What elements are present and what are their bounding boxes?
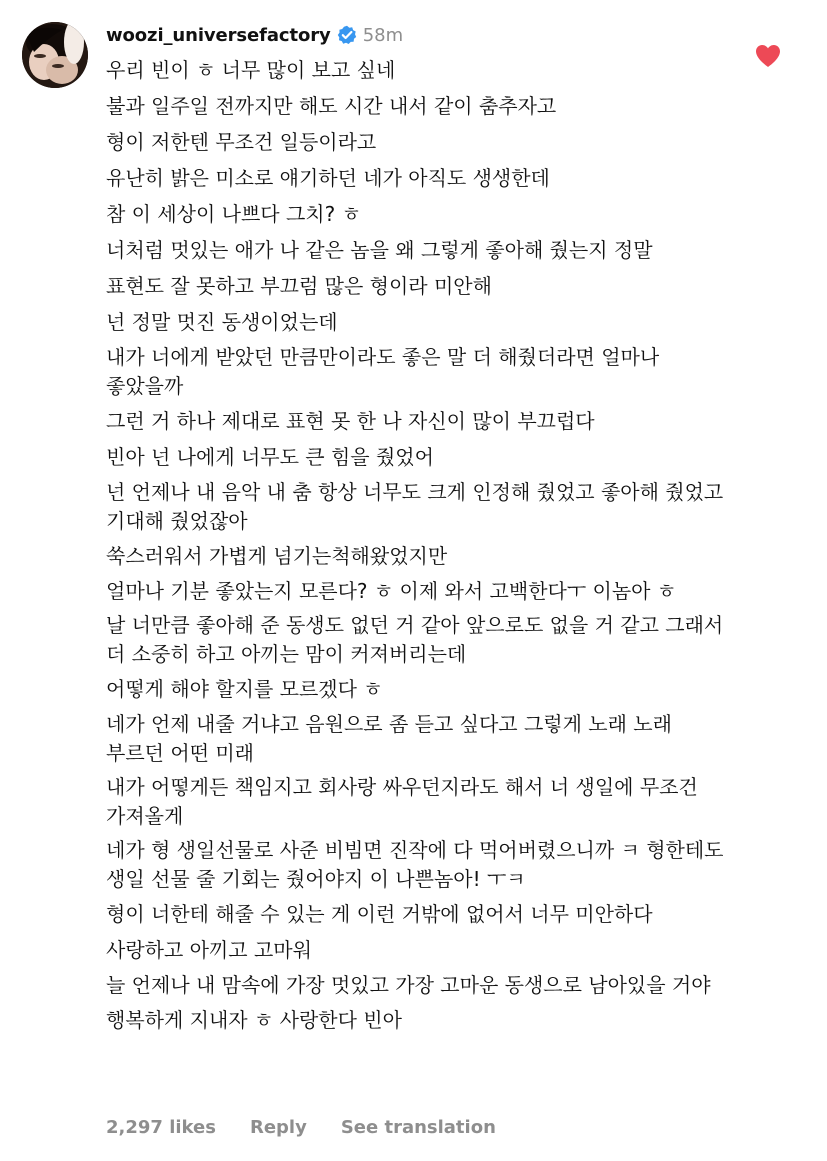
comment-line: 어떻게 해야 할지를 모르겠다 ㅎ xyxy=(106,677,383,701)
comment-line: 내가 너에게 받았던 만큼만이라도 좋은 말 더 해줬더라면 얼마나 좋았을까 xyxy=(106,345,666,398)
comment-line: 유난히 밝은 미소로 얘기하던 네가 아직도 생생한데 xyxy=(106,166,550,190)
comment-line: 형이 저한텐 무조건 일등이라고 xyxy=(106,130,377,154)
comment-line: 내가 어떻게든 책임지고 회사랑 싸우던지라도 해서 너 생일에 무조건 가져올게 xyxy=(106,775,705,828)
comment-line: 넌 언제나 내 음악 내 춤 항상 너무도 크게 인정해 줬었고 좋아해 줬었고 기대해 줬었잖아 xyxy=(106,480,730,533)
username[interactable]: woozi_universefactory xyxy=(106,24,331,46)
comment-line: 네가 언제 내줄 거냐고 음원으로 좀 듣고 싶다고 그렇게 노래 노래 부르던 어떤 미래 xyxy=(106,712,679,765)
like-heart-icon[interactable] xyxy=(755,44,781,68)
comment-header xyxy=(106,20,403,50)
comment-line: 사랑하고 아끼고 고마워 xyxy=(106,938,312,962)
comment-line: 날 너만큼 좋아해 준 동생도 없던 거 같아 앞으로도 없을 거 같고 그래서 더 소중히 하고 아끼는 맘이 커져버리는데 xyxy=(106,613,730,666)
comment-line: 늘 언제나 내 맘속에 가장 멋있고 가장 고마운 동생으로 남아있을 거야 xyxy=(106,973,711,997)
comment-line: 쑥스러워서 가볍게 넘기는척해왔었지만 xyxy=(106,544,448,568)
comment-line: 형이 너한테 해줄 수 있는 게 이런 거밖에 없어서 너무 미안하다 xyxy=(106,902,653,926)
comment-line: 넌 정말 멋진 동생이었는데 xyxy=(106,310,338,334)
comment-line: 네가 형 생일선물로 사준 비빔면 진작에 다 먹어버렸으니까 ㅋ 형한테도 생일 선물 줄 기회는 줬어야지 이 나쁜놈아! ㅜㅋ xyxy=(106,838,730,891)
avatar[interactable] xyxy=(22,22,88,88)
verified-badge-icon xyxy=(337,25,357,45)
comment-line: 참 이 세상이 나쁘다 그치? ㅎ xyxy=(106,202,361,226)
comment-line: 너처럼 멋있는 애가 나 같은 놈을 왜 그렇게 좋아해 줬는지 정말 xyxy=(106,238,653,262)
comment-line: 표현도 잘 못하고 부끄럼 많은 형이라 미안해 xyxy=(106,274,492,298)
comment-time: 58m xyxy=(362,24,404,46)
reply-button[interactable]: Reply xyxy=(249,1116,307,1138)
comment-line: 행복하게 지내자 ㅎ 사랑한다 빈아 xyxy=(106,1008,402,1032)
comment-line: 얼마나 기분 좋았는지 모른다? ㅎ 이제 와서 고백한다ㅜ 이놈아 ㅎ xyxy=(106,579,677,603)
likes-count[interactable]: 2,297 likes xyxy=(106,1116,216,1138)
comment-text xyxy=(106,55,730,1041)
comment-footer xyxy=(106,1112,496,1142)
comment-line: 그런 거 하나 제대로 표현 못 한 나 자신이 많이 부끄럽다 xyxy=(106,409,595,433)
comment-line: 우리 빈이 ㅎ 너무 많이 보고 싶네 xyxy=(106,58,396,82)
comment-line: 빈아 넌 나에게 너무도 큰 힘을 줬었어 xyxy=(106,445,434,469)
see-translation-button[interactable]: See translation xyxy=(340,1116,496,1138)
comment-line: 불과 일주일 전까지만 해도 시간 내서 같이 춤추자고 xyxy=(106,94,557,118)
